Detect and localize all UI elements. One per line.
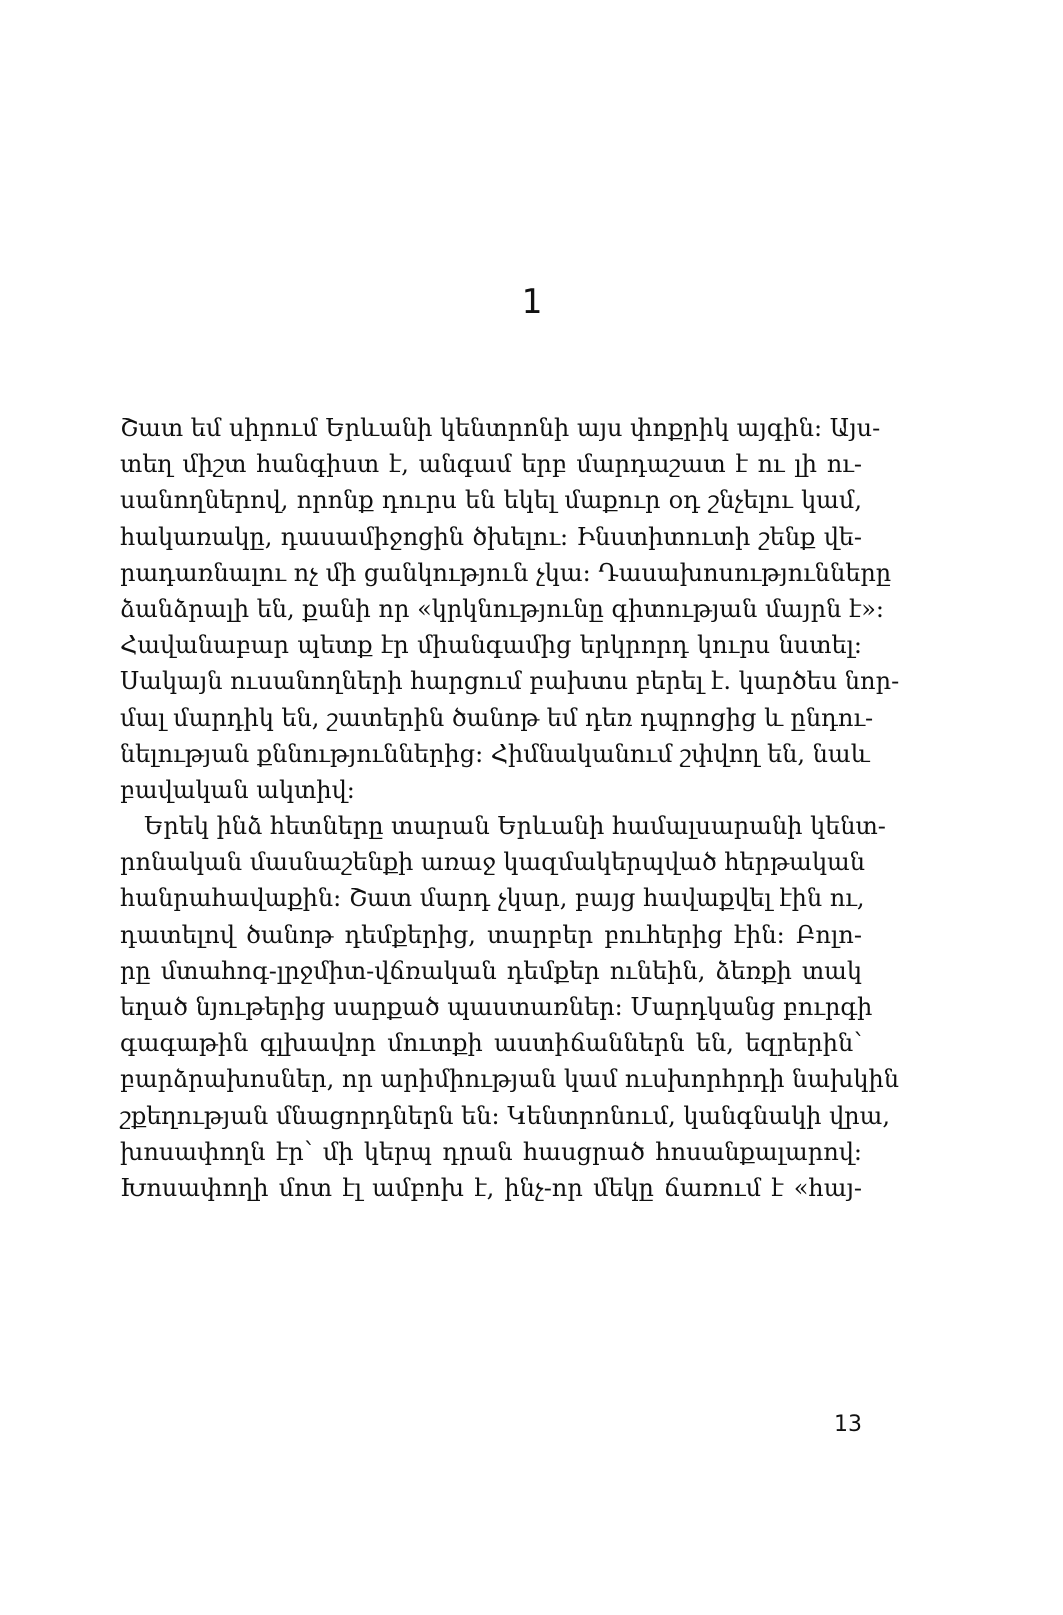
text-line: Երեկ ինձ հետները տարան Երևանի համալսարանի կենտ- — [144, 812, 886, 841]
text-line: հանրահավաքին: Շատ մարդ չկար, բայց հավաքվել էին ու, — [120, 884, 865, 913]
text-line: եղած նյութերից սարքած պաստառներ: Մարդկանց բուրգի — [120, 993, 873, 1021]
text-line: նելության քննություններից: Հիմնականում շփվող են, նաև — [120, 739, 870, 768]
text-line: գագաթին գլխավոր մուտքի աստիճաններն են, եզրերին՝ — [120, 1029, 862, 1058]
text-line: դատելով ծանոթ դեմքերից, տարբեր բուհերից էին: Բոլո- — [120, 920, 862, 949]
text-line: րը մտահոգ-լրջմիտ-վճռական դեմքեր ունեին, ձեռքի տակ — [120, 956, 862, 985]
text-line: տեղ միշտ հանգիստ է, անգամ երբ մարդաշատ է ու լի ու- — [120, 450, 862, 479]
text-line: բավական ակտիվ: — [120, 775, 355, 804]
chapter-number: 1 — [521, 282, 542, 322]
text-line: Հավանաբար պետք էր միանգամից երկրորդ կուրս նստել: — [120, 631, 862, 660]
page-number: 13 — [834, 1412, 862, 1437]
text-line: րոնական մասնաշենքի առաջ կազմակերպված հերթական — [120, 848, 866, 877]
text-line: րադառնալու ոչ մի ցանկություն չկա: Դասախոսությունները — [120, 558, 892, 587]
text-line: ձանձրալի են, քանի որ «կրկնությունը գիտության մայրն է»: — [120, 594, 884, 623]
text-line: Խոսափողի մոտ էլ ամբոխ է, ինչ-որ մեկը ճառում է «հայ- — [120, 1173, 862, 1202]
text-line: հակառակը, դասամիջոցին ծխելու: Ինստիտուտի շենք վե- — [120, 522, 862, 551]
text-line: մալ մարդիկ են, շատերին ծանոթ եմ դեռ դպրոցից և ընդու- — [120, 703, 874, 732]
text-line: սանողներով, որոնք դուրս են եկել մաքուր օդ շնչելու կամ, — [120, 486, 862, 515]
text-line: Սակայն ուսանողների հարցում բախտս բերել է. կարծես նոր- — [120, 667, 900, 696]
text-line: Շատ եմ սիրում Երևանի կենտրոնի այս փոքրիկ այգին: Այս- — [120, 414, 881, 442]
text-line: բարձրախոսներ, որ արիմիության կամ ուսխորհրդի նախկին — [120, 1065, 899, 1094]
text-line: շքեղության մնացորդներն են: Կենտրոնում, կանգնակի վրա, — [120, 1101, 891, 1130]
text-line: խոսափողն էր՝ մի կերպ դրան հասցրած հոսանքալարով: — [120, 1137, 862, 1166]
body-text — [120, 410, 900, 1206]
